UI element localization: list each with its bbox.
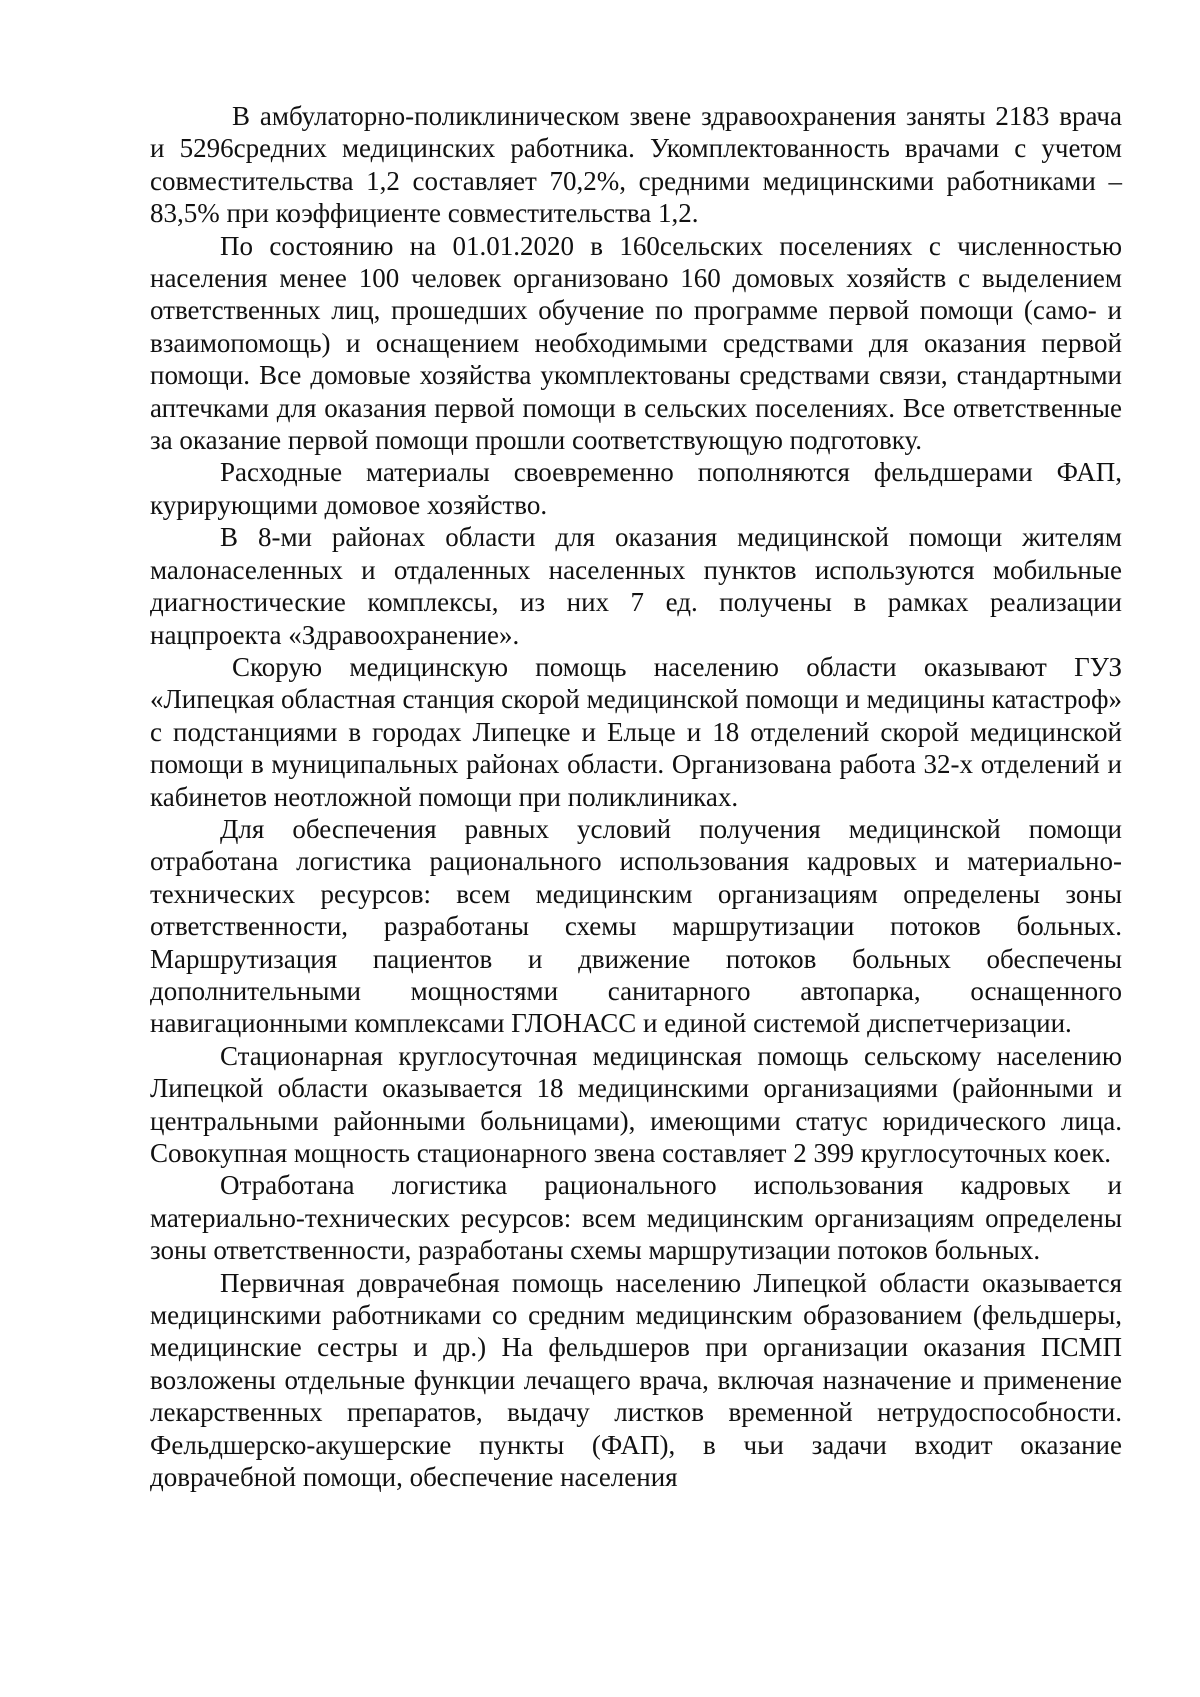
paragraph-inpatient-care: Стационарная круглосуточная медицинская помощь сельскому населению Липецкой области оказывается 18 медицинскими организациями (районными и центральными районными больницами), имеющими статус юридического лица. Совокупная мощность стационарного звена составляет 2 399 круглосуточных коек. xyxy=(150,1040,1122,1168)
paragraph-supplies: Расходные материалы своевременно пополняются фельдшерами ФАП, курирующими домовое хозяйство. xyxy=(150,457,1122,520)
paragraph-emergency-care: Скорую медицинскую помощь населению области оказывают ГУЗ «Липецкая областная станция скорой медицинской помощи и медицины катастроф» с подстанциями в городах Липецке и Ельце и 18 отделений скорой медицинской помощи в муниципальных районах области. Организована работа 32-х отделений и кабинетов неотложной помощи при поликлиниках. xyxy=(150,651,1122,812)
paragraph-household-first-aid: По состоянию на 01.01.2020 в 160сельских поселениях с численностью населения менее 100 человек организовано 160 домовых хозяйств с выделением ответственных лиц, прошедших обучение по программе первой помощи (само- и взаимопомощь) и оснащением необходимыми средствами для оказания первой помощи. Все домовые хозяйства укомплектованы средствами связи, стандартными аптечками для оказания первой помощи в сельских поселениях. Все ответственные за оказание первой помощи прошли соответствующую подготовку. xyxy=(150,230,1122,456)
paragraph-mobile-complexes: В 8-ми районах области для оказания медицинской помощи жителям малонаселенных и отдаленных населенных пунктов используются мобильные диагностические комплексы, из них 7 ед. получены в рамках реализации нацпроекта «Здравоохранение». xyxy=(150,522,1122,650)
paragraph-primary-care: Первичная доврачебная помощь населению Липецкой области оказывается медицинскими работниками со средним медицинским образованием (фельдшеры, медицинские сестры и др.) На фельдшеров при организации оказания ПСМП возложены отдельные функции лечащего врача, включая назначение и применение лекарственных препаратов, выдачу листков временной нетрудоспособности. Фельдшерско-акушерские пункты (ФАП), в чьи задачи входит оказание доврачебной помощи, обеспечение населения xyxy=(150,1267,1122,1493)
paragraph-logistics-routing: Для обеспечения равных условий получения медицинской помощи отработана логистика рационального использования кадровых и материально-технических ресурсов: всем медицинским организациям определены зоны ответственности, разработаны схемы маршрутизации потоков больных. Маршрутизация пациентов и движение потоков больных обеспечены дополнительными мощностями санитарного автопарка, оснащенного навигационными комплексами ГЛОНАСС и единой системой диспетчеризации. xyxy=(150,813,1122,1039)
paragraph-outpatient-staff: В амбулаторно-поликлиническом звене здравоохранения заняты 2183 врача и 5296средних медицинских работника. Укомплектованность врачами с учетом совместительства 1,2 составляет 70,2%, средними медицинскими работниками – 83,5% при коэффициенте совместительства 1,2. xyxy=(150,101,1122,229)
paragraph-logistics-repeat: Отработана логистика рационального использования кадровых и материально-технических ресурсов: всем медицинским организациям определены зоны ответственности, разработаны схемы маршрутизации потоков больных. xyxy=(150,1170,1122,1266)
